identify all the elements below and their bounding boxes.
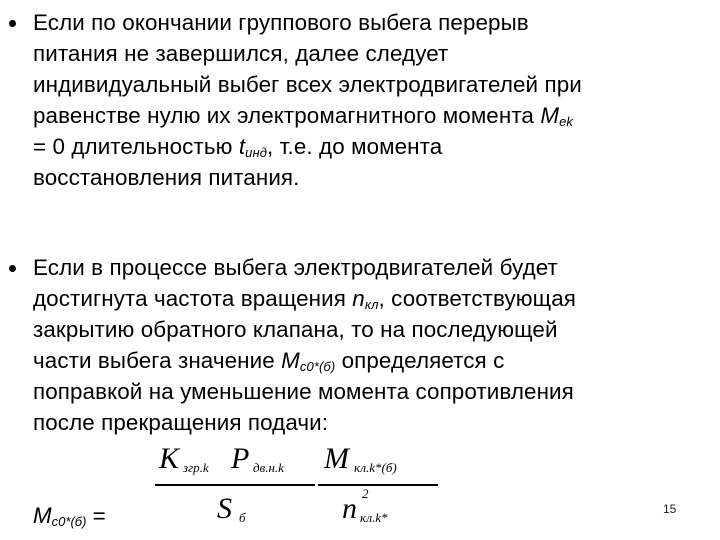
bullet2-line4-post: определяется с: [335, 348, 505, 373]
bullet1-line5-post: , т.е. до момента: [267, 134, 443, 159]
page-number: 15: [663, 502, 677, 516]
bullet1-line2: питания не завершился, далее следует: [33, 41, 449, 66]
formula-lhs-eq: =: [86, 503, 106, 528]
frac2-den-sup: 2: [362, 486, 369, 501]
bullet2-line2-pre: достигнута частота вращения: [33, 286, 353, 311]
bullet1-line3: индивидуальный выбег всех электродвигателей при: [33, 72, 582, 97]
formula-lhs: [33, 503, 106, 529]
moment2-symbol: M: [281, 348, 300, 373]
bullet2-line6: после прекращения подачи:: [33, 410, 329, 435]
frac2-num-var: M: [324, 442, 349, 475]
bullet1-line5-pre: = 0 длительностью: [33, 134, 239, 159]
bullet2-line1: Если в процессе выбега электродвигателей будет: [33, 255, 558, 280]
duration-symbol: t: [238, 134, 246, 159]
bullet1-line4-text: равенстве нулю их электромагнитного момента: [33, 103, 541, 128]
bullet2-line3: закрытию обратного клапана, то на последующей: [33, 317, 558, 342]
bullet2-line2-post: , соответствующая: [378, 286, 576, 311]
frac1-num1-sub: згр.k: [183, 460, 209, 475]
formula-lhs-sub: с0*(б): [51, 514, 87, 529]
frac2-den-var: n: [342, 492, 357, 525]
bullet-dot-1: [9, 20, 16, 27]
frac2-den-sub: кл.k*: [360, 510, 388, 525]
frac1-bar: [155, 484, 315, 486]
frac2-num-sub: кл.k*(б): [354, 460, 397, 475]
frac1-den-sub: б: [239, 510, 246, 525]
moment-subscript: ek: [559, 114, 574, 129]
frac1-den-var: S: [217, 492, 232, 525]
moment2-subscript: с0*(б): [299, 359, 336, 374]
formula-lhs-var: M: [33, 503, 52, 528]
bullet1-line5: [33, 131, 708, 162]
speed-subscript: кл: [364, 297, 379, 312]
bullet1-line1: Если по окончании группового выбега перерыв: [33, 10, 529, 35]
bullet2-line4: [33, 345, 708, 376]
frac1-num2-var: P: [231, 442, 250, 475]
bullet-text-2: [33, 252, 708, 438]
duration-subscript: инд: [245, 145, 268, 160]
frac2-bar: [318, 484, 438, 486]
bullet2-line2: [33, 283, 708, 314]
speed-symbol: n: [352, 286, 365, 311]
fraction-2: [318, 442, 438, 532]
frac1-num1-var: K: [159, 442, 180, 475]
fraction-1: [155, 442, 315, 532]
bullet2-line4-pre: части выбега значение: [33, 348, 282, 373]
moment-symbol: M: [540, 103, 560, 128]
bullet2-line5: поправкой на уменьшение момента сопротивления: [33, 379, 574, 404]
bullet1-line4: [33, 100, 708, 131]
frac1-num2-sub: дв.н.k: [253, 460, 284, 475]
bullet-dot-2: [9, 265, 16, 272]
bullet1-line6: восстановления питания.: [33, 165, 300, 190]
bullet-text-1: [33, 7, 708, 193]
